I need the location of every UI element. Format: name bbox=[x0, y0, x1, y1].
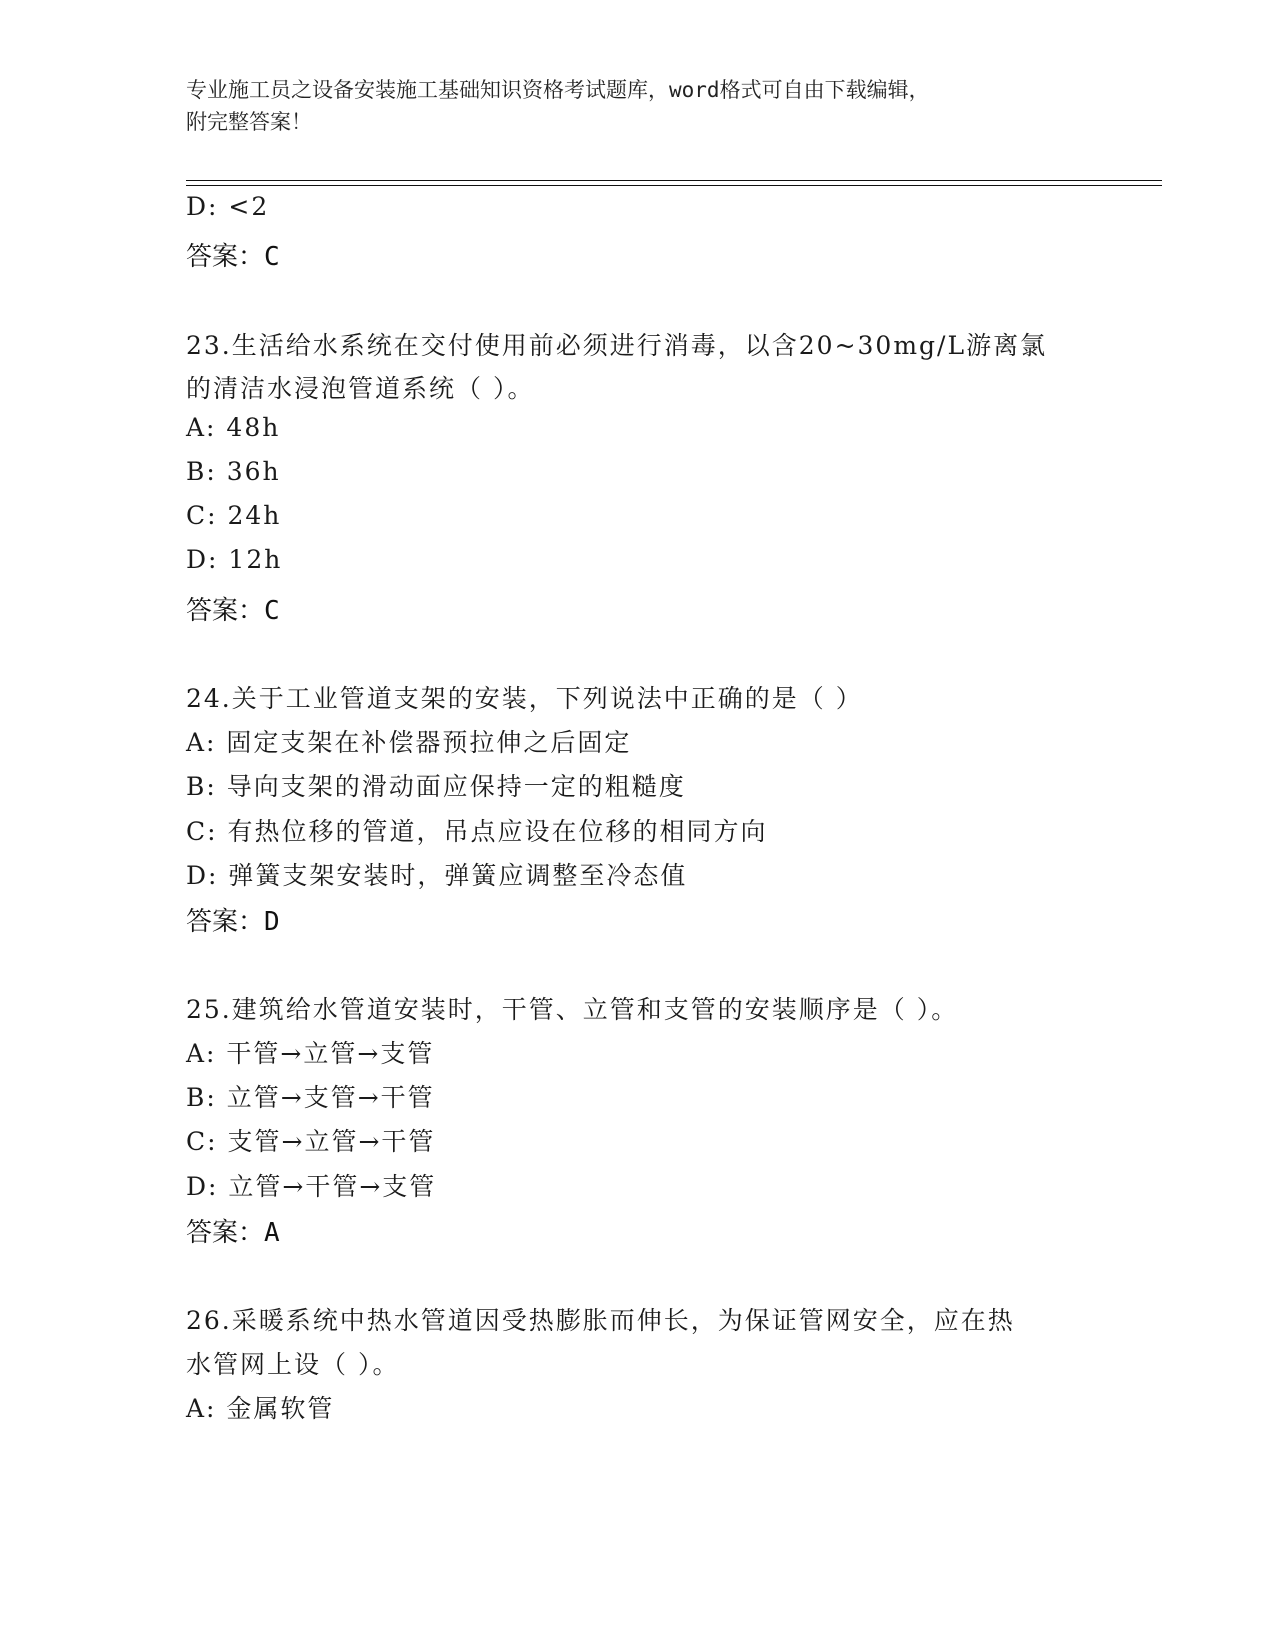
q24-option-a: A: 固定支架在补偿器预拉伸之后固定 bbox=[186, 728, 632, 757]
q25-option-c: C: 支管→立管→干管 bbox=[186, 1127, 436, 1156]
prev-answer: 答案：C bbox=[186, 242, 280, 272]
q24-option-b: B: 导向支架的滑动面应保持一定的粗糙度 bbox=[186, 772, 686, 801]
q23-answer: 答案：C bbox=[186, 596, 280, 626]
q23-option-b: B: 36h bbox=[186, 457, 281, 486]
prev-option-d: D: <2 bbox=[186, 192, 270, 221]
q26-option-a: A: 金属软管 bbox=[186, 1394, 335, 1423]
header-line-1: 专业施工员之设备安装施工基础知识资格考试题库，word格式可自由下载编辑， bbox=[186, 78, 930, 102]
q25-option-a: A: 干管→立管→支管 bbox=[186, 1039, 435, 1068]
q25-answer: 答案：A bbox=[186, 1218, 280, 1248]
q25-option-d: D: 立管→干管→支管 bbox=[186, 1172, 437, 1201]
q26-stem-line-1: 26.采暖系统中热水管道因受热膨胀而伸长，为保证管网安全，应在热 bbox=[186, 1306, 1015, 1335]
q24-stem-line-1: 24.关于工业管道支架的安装，下列说法中正确的是（ ） bbox=[186, 684, 863, 713]
q23-stem-line-1: 23.生活给水系统在交付使用前必须进行消毒，以含20~30mg/L游离氯 bbox=[186, 331, 1048, 360]
q26-stem-line-2: 水管网上设（ ）。 bbox=[186, 1350, 400, 1379]
q23-stem-line-2: 的清洁水浸泡管道系统（ ）。 bbox=[186, 374, 535, 403]
q24-answer: 答案：D bbox=[186, 907, 280, 937]
q24-option-c: C: 有热位移的管道，吊点应设在位移的相同方向 bbox=[186, 817, 768, 846]
q24-option-d: D: 弹簧支架安装时，弹簧应调整至冷态值 bbox=[186, 861, 688, 890]
header-line-2: 附完整答案！ bbox=[186, 110, 312, 134]
header-rule-bottom bbox=[186, 185, 1162, 186]
q25-option-b: B: 立管→支管→干管 bbox=[186, 1083, 435, 1112]
q23-option-c: C: 24h bbox=[186, 501, 282, 530]
q25-stem-line-1: 25.建筑给水管道安装时，干管、立管和支管的安装顺序是（ ）。 bbox=[186, 995, 959, 1024]
q23-option-d: D: 12h bbox=[186, 545, 283, 574]
document-header bbox=[186, 74, 1086, 138]
q23-option-a: A: 48h bbox=[186, 413, 281, 442]
header-rule-top bbox=[186, 180, 1162, 181]
